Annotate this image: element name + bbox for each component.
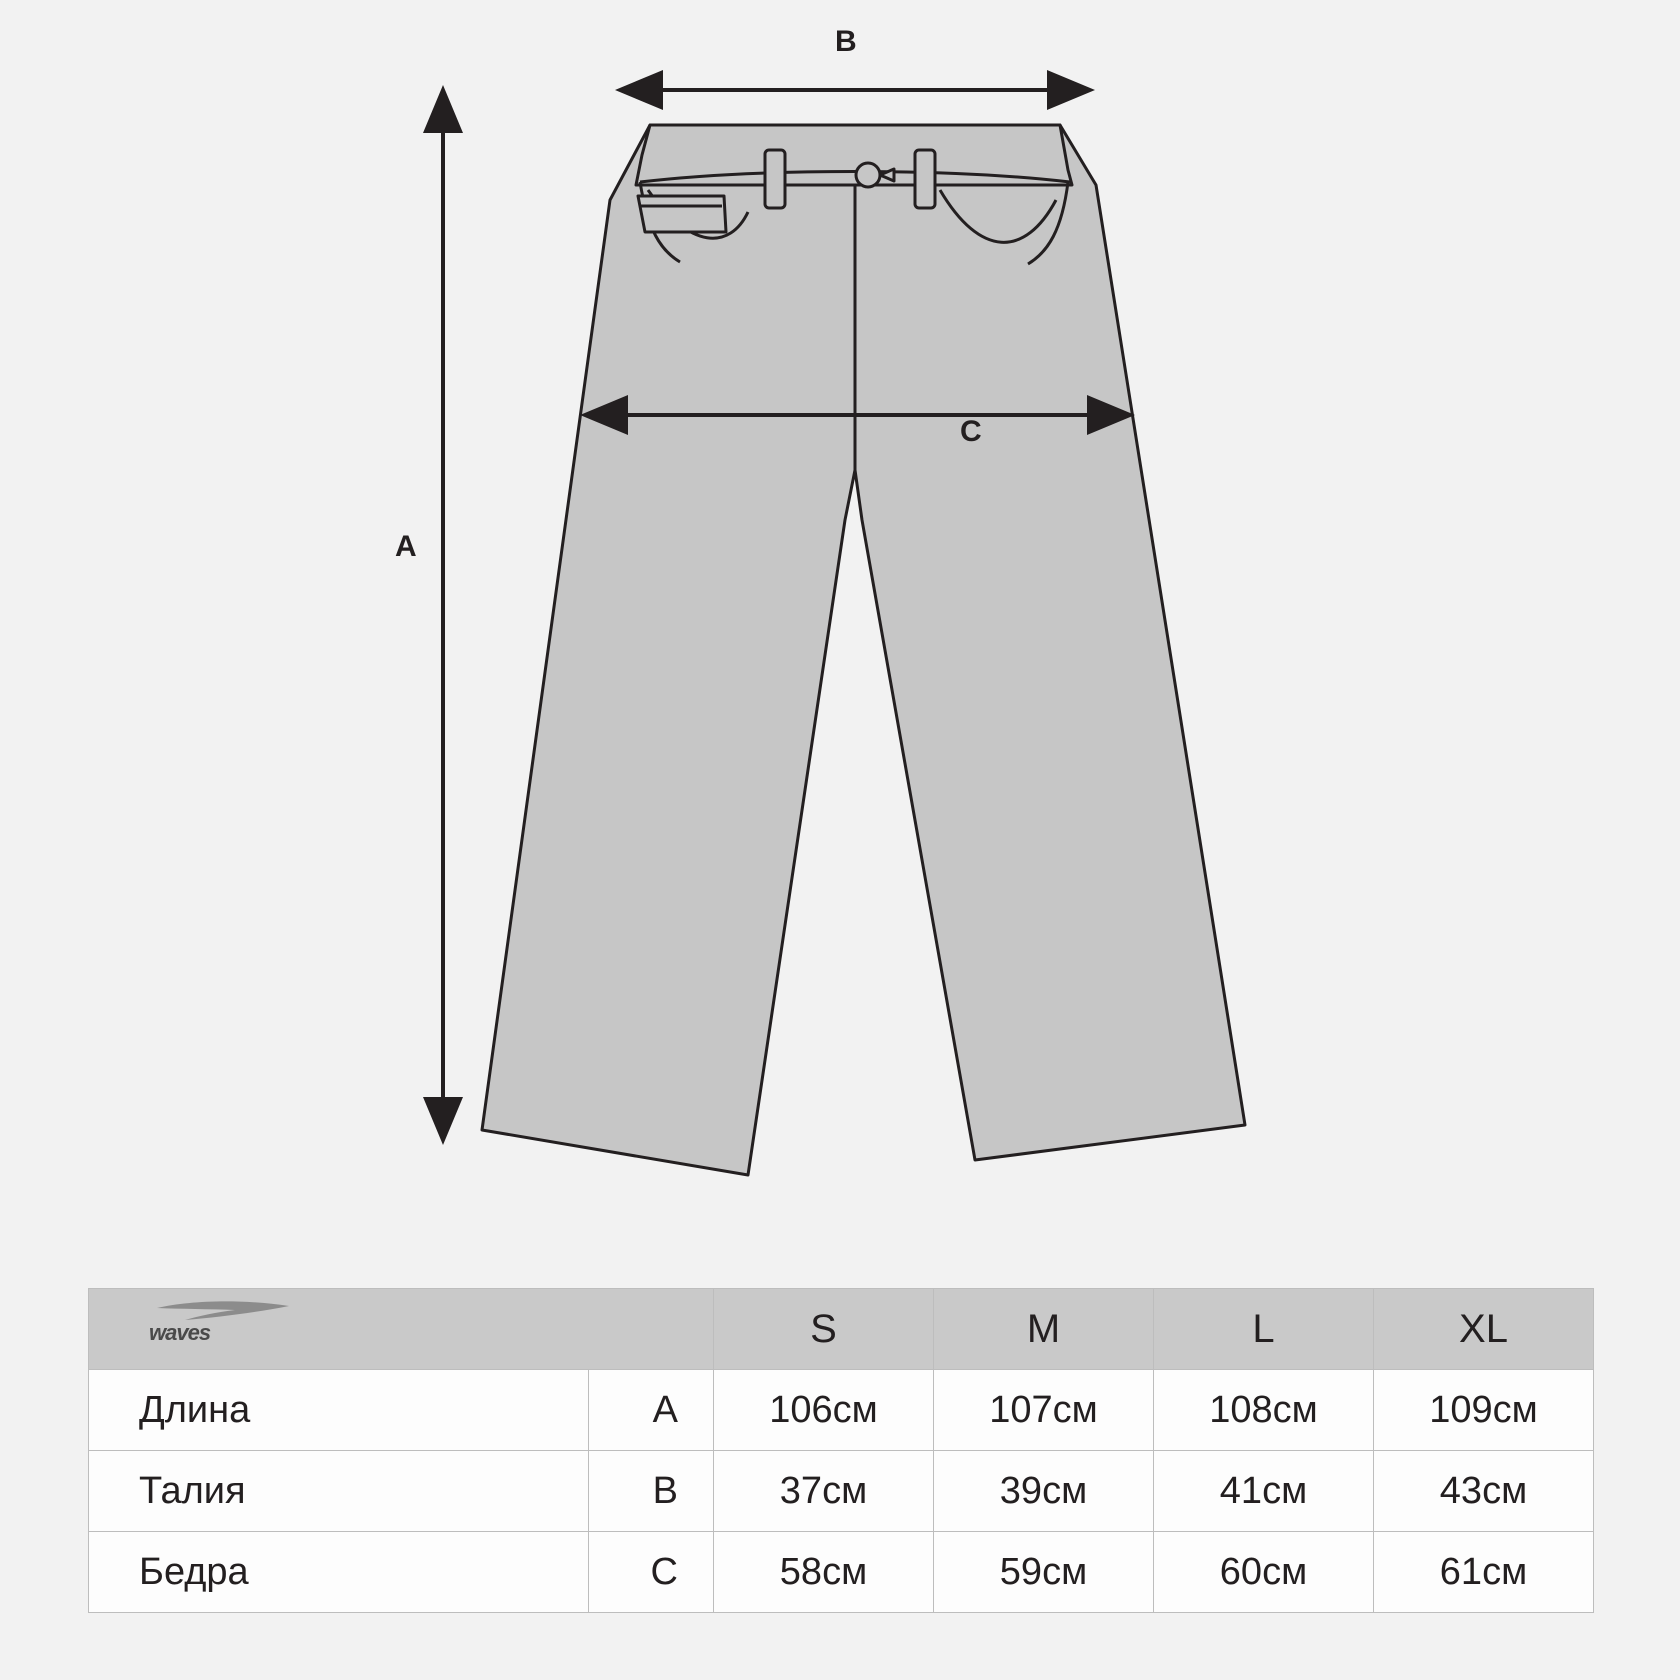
col-header-l: L — [1154, 1289, 1374, 1370]
row-label-waist: Талия — [89, 1451, 589, 1532]
cell-length-s: 106см — [714, 1370, 934, 1451]
svg-text:waves: waves — [149, 1320, 211, 1345]
cell-waist-l: 41см — [1154, 1451, 1374, 1532]
cell-length-l: 108см — [1154, 1370, 1374, 1451]
row-label-length: Длина — [89, 1370, 589, 1451]
jeans-shape — [482, 125, 1245, 1175]
dimension-label-c: C — [960, 415, 983, 448]
table-row — [89, 1532, 1594, 1613]
waves-logo-icon — [139, 1300, 309, 1348]
col-header-s: S — [714, 1289, 934, 1370]
dimension-label-b: B — [835, 25, 858, 58]
cell-waist-m: 39см — [934, 1451, 1154, 1532]
cell-hips-m: 59см — [934, 1532, 1154, 1613]
table-row — [89, 1451, 1594, 1532]
col-header-m: M — [934, 1289, 1154, 1370]
row-label-hips: Бедра — [89, 1532, 589, 1613]
cell-length-m: 107см — [934, 1370, 1154, 1451]
dimension-label-a: A — [395, 530, 418, 563]
row-code-waist: B — [589, 1451, 714, 1532]
table-row — [89, 1370, 1594, 1451]
cell-hips-l: 60см — [1154, 1532, 1374, 1613]
row-code-hips: C — [589, 1532, 714, 1613]
cell-length-xl: 109см — [1374, 1370, 1594, 1451]
cell-hips-xl: 61см — [1374, 1532, 1594, 1613]
size-table — [88, 1288, 1594, 1613]
table-header-row — [89, 1289, 1594, 1370]
cell-waist-xl: 43см — [1374, 1451, 1594, 1532]
row-code-length: A — [589, 1370, 714, 1451]
brand-logo-cell — [89, 1289, 714, 1370]
col-header-xl: XL — [1374, 1289, 1594, 1370]
cell-hips-s: 58см — [714, 1532, 934, 1613]
cell-waist-s: 37см — [714, 1451, 934, 1532]
